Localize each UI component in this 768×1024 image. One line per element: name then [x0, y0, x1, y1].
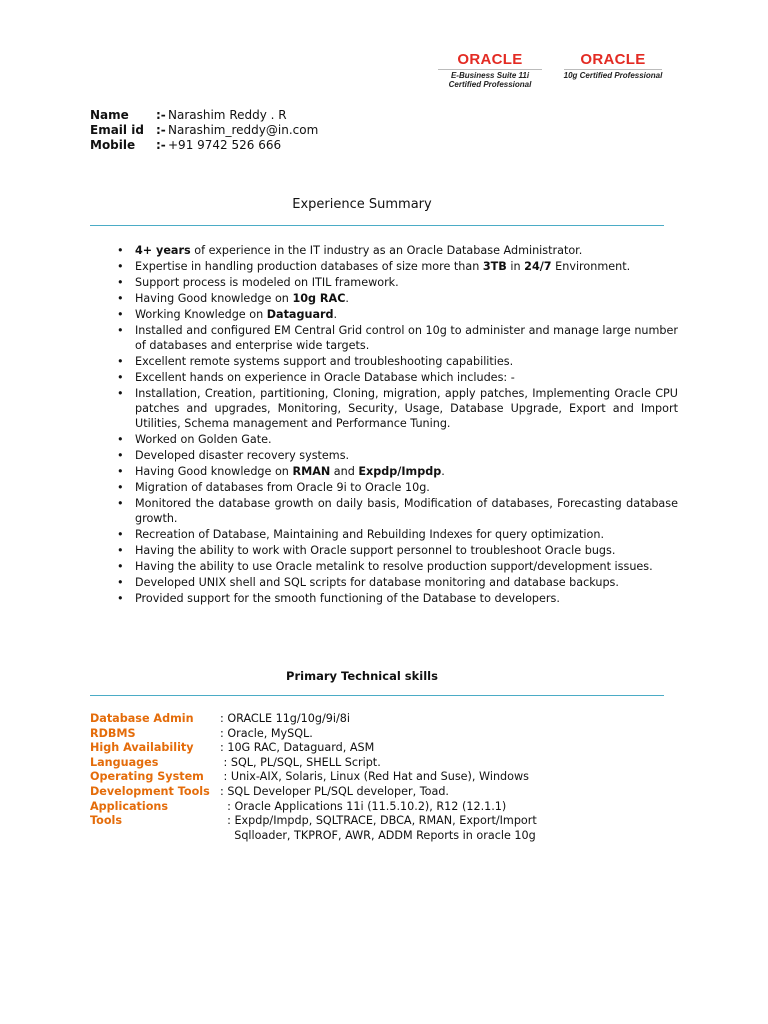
bullet-icon: •	[117, 497, 124, 510]
technical-skills-heading: Primary Technical skills	[286, 669, 438, 683]
logo-line-2: Certified Professional	[448, 80, 532, 89]
bullet-icon: •	[117, 481, 124, 494]
skill-row	[90, 785, 537, 800]
info-label: Name	[90, 108, 129, 122]
item-text: Excellent hands on experience in Oracle Database which includes: -	[135, 371, 515, 384]
info-row-email	[90, 123, 318, 138]
bullet-icon: •	[117, 528, 124, 541]
oracle-ebs-certified-logo	[432, 52, 548, 89]
bullet-icon: •	[117, 592, 124, 605]
skill-row	[90, 712, 537, 727]
skill-value: : Expdp/Impdp, SQLTRACE, DBCA, RMAN, Export/Import Sqlloader, TKPROF, AWR, ADDM Reports in oracle 10g	[227, 814, 537, 842]
experience-item	[117, 543, 678, 558]
bullet-icon: •	[117, 244, 124, 257]
item-text: Recreation of Database, Maintaining and Rebuilding Indexes for query optimization.	[135, 528, 605, 541]
bullet-icon: •	[117, 576, 124, 589]
logo-line-1: E-Business Suite 11i	[450, 71, 530, 80]
item-text: Environment.	[551, 260, 631, 273]
bullet-icon: •	[117, 433, 124, 446]
bullet-icon: •	[117, 308, 124, 321]
bullet-icon: •	[117, 465, 124, 478]
skill-row	[90, 756, 537, 771]
item-text: .	[333, 308, 338, 321]
experience-item	[117, 386, 678, 431]
skill-label: High Availability	[90, 741, 194, 755]
item-text: Installed and configured EM Central Grid control on 10g to administer and manage large number of databases and enterprise wide targets.	[135, 324, 678, 352]
item-text: Having the ability to work with Oracle support personnel to troubleshoot Oracle bugs.	[135, 544, 616, 557]
item-text: Having Good knowledge on	[135, 292, 293, 305]
experience-item	[117, 432, 678, 447]
skill-row	[90, 800, 537, 815]
oracle-10g-certified-logo	[558, 52, 668, 80]
skill-label: Development Tools	[90, 784, 210, 798]
personal-info	[90, 108, 318, 153]
bullet-icon: •	[117, 324, 124, 337]
skill-row	[90, 770, 537, 785]
experience-item	[117, 448, 678, 463]
item-text: Having Good knowledge on	[135, 465, 293, 478]
logo-divider	[438, 69, 542, 70]
item-text: Provided support for the smooth functioning of the Database to developers.	[135, 592, 560, 605]
skill-value: : Unix-AIX, Solaris, Linux (Red Hat and Suse), Windows	[220, 770, 529, 784]
skill-label: Applications	[90, 799, 169, 813]
experience-list	[117, 243, 678, 606]
emphasis-text: 24/7	[524, 260, 552, 273]
experience-item	[117, 243, 678, 258]
item-text: Developed UNIX shell and SQL scripts for database monitoring and database backups.	[135, 576, 619, 589]
bullet-icon: •	[117, 544, 124, 557]
section-rule	[90, 695, 664, 696]
info-row-mobile	[90, 138, 318, 153]
item-text: Working Knowledge on	[135, 308, 267, 321]
item-text: .	[345, 292, 349, 305]
emphasis-text: 3TB	[482, 260, 507, 273]
item-text: Support process is modeled on ITIL framework.	[135, 276, 399, 289]
bullet-icon: •	[117, 260, 124, 273]
skill-value: : Oracle, MySQL.	[220, 726, 313, 740]
skill-value: : 10G RAC, Dataguard, ASM	[220, 741, 375, 755]
emphasis-text: 4+ years	[135, 244, 191, 257]
item-text: Expertise in handling production databases of size more than	[135, 260, 483, 273]
item-text: in	[506, 260, 525, 273]
experience-item	[117, 354, 678, 369]
skill-row	[90, 814, 537, 843]
info-value: Narashim_reddy@in.com	[168, 123, 319, 137]
item-text: Having the ability to use Oracle metalink to resolve production support/development issues.	[135, 560, 653, 573]
skill-value: : SQL Developer PL/SQL developer, Toad.	[220, 784, 449, 798]
experience-item	[117, 591, 678, 606]
info-separator: :-	[156, 138, 166, 152]
logo-line-1: 10g Certified Professional	[563, 71, 663, 80]
skill-label: Languages	[90, 755, 159, 769]
info-value: +91 9742 526 666	[168, 138, 282, 152]
bullet-icon: •	[117, 371, 124, 384]
skill-row	[90, 741, 537, 756]
info-value: Narashim Reddy . R	[168, 108, 287, 122]
emphasis-text: Expdp/Impdp	[358, 465, 442, 478]
item-text: Worked on Golden Gate.	[135, 433, 272, 446]
item-text: .	[441, 465, 445, 478]
emphasis-text: RMAN	[292, 465, 331, 478]
item-text: Monitored the database growth on daily basis, Modification of databases, Forecasting database growth.	[135, 497, 678, 525]
bullet-icon: •	[117, 292, 124, 305]
skill-value: : SQL, PL/SQL, SHELL Script.	[220, 755, 381, 769]
emphasis-text: 10g RAC	[292, 292, 346, 305]
info-row-name	[90, 108, 318, 123]
bullet-icon: •	[117, 355, 124, 368]
skill-value: : Oracle Applications 11i (11.5.10.2), R12 (12.1.1)	[220, 799, 507, 813]
experience-item	[117, 307, 678, 322]
experience-item	[117, 464, 678, 479]
skill-label: Operating System	[90, 770, 204, 784]
oracle-brand-text: ORACLE	[457, 51, 523, 68]
item-text: and	[330, 465, 359, 478]
experience-item	[117, 527, 678, 542]
skills-table	[90, 712, 537, 843]
experience-item	[117, 370, 678, 385]
experience-item	[117, 575, 678, 590]
info-label: Email id	[90, 123, 144, 137]
item-text: Developed disaster recovery systems.	[135, 449, 350, 462]
item-text: Migration of databases from Oracle 9i to Oracle 10g.	[135, 481, 430, 494]
item-text: of experience in the IT industry as an Oracle Database Administrator.	[190, 244, 583, 257]
experience-item	[117, 496, 678, 526]
info-label: Mobile	[90, 138, 136, 152]
experience-item	[117, 275, 678, 290]
info-separator: :-	[156, 108, 166, 122]
experience-item	[117, 323, 678, 353]
info-separator: :-	[156, 123, 166, 137]
section-rule	[90, 225, 664, 226]
item-text: Installation, Creation, partitioning, Cloning, migration, apply patches, Implementing Oracle CPU patches and upgrades, Monitoring, Security, Usage, Database Upgrade, Export and Import Utilities, Schema management and Performance Tuning.	[135, 387, 678, 430]
experience-summary-heading: Experience Summary	[292, 197, 432, 212]
skill-label: Tools	[90, 814, 123, 828]
skill-label: Database Admin	[90, 712, 194, 725]
experience-item	[117, 259, 678, 274]
experience-item	[117, 480, 678, 495]
logo-divider	[564, 69, 662, 70]
skill-label: RDBMS	[90, 726, 136, 740]
item-text: Excellent remote systems support and troubleshooting capabilities.	[135, 355, 514, 368]
bullet-icon: •	[117, 449, 124, 462]
experience-item	[117, 559, 678, 574]
experience-item	[117, 291, 678, 306]
bullet-icon: •	[117, 387, 124, 400]
skill-row	[90, 727, 537, 742]
bullet-icon: •	[117, 560, 124, 573]
emphasis-text: Dataguard	[266, 308, 334, 321]
skill-value: : ORACLE 11g/10g/9i/8i	[220, 712, 351, 725]
oracle-brand-text: ORACLE	[580, 51, 646, 68]
bullet-icon: •	[117, 276, 124, 289]
